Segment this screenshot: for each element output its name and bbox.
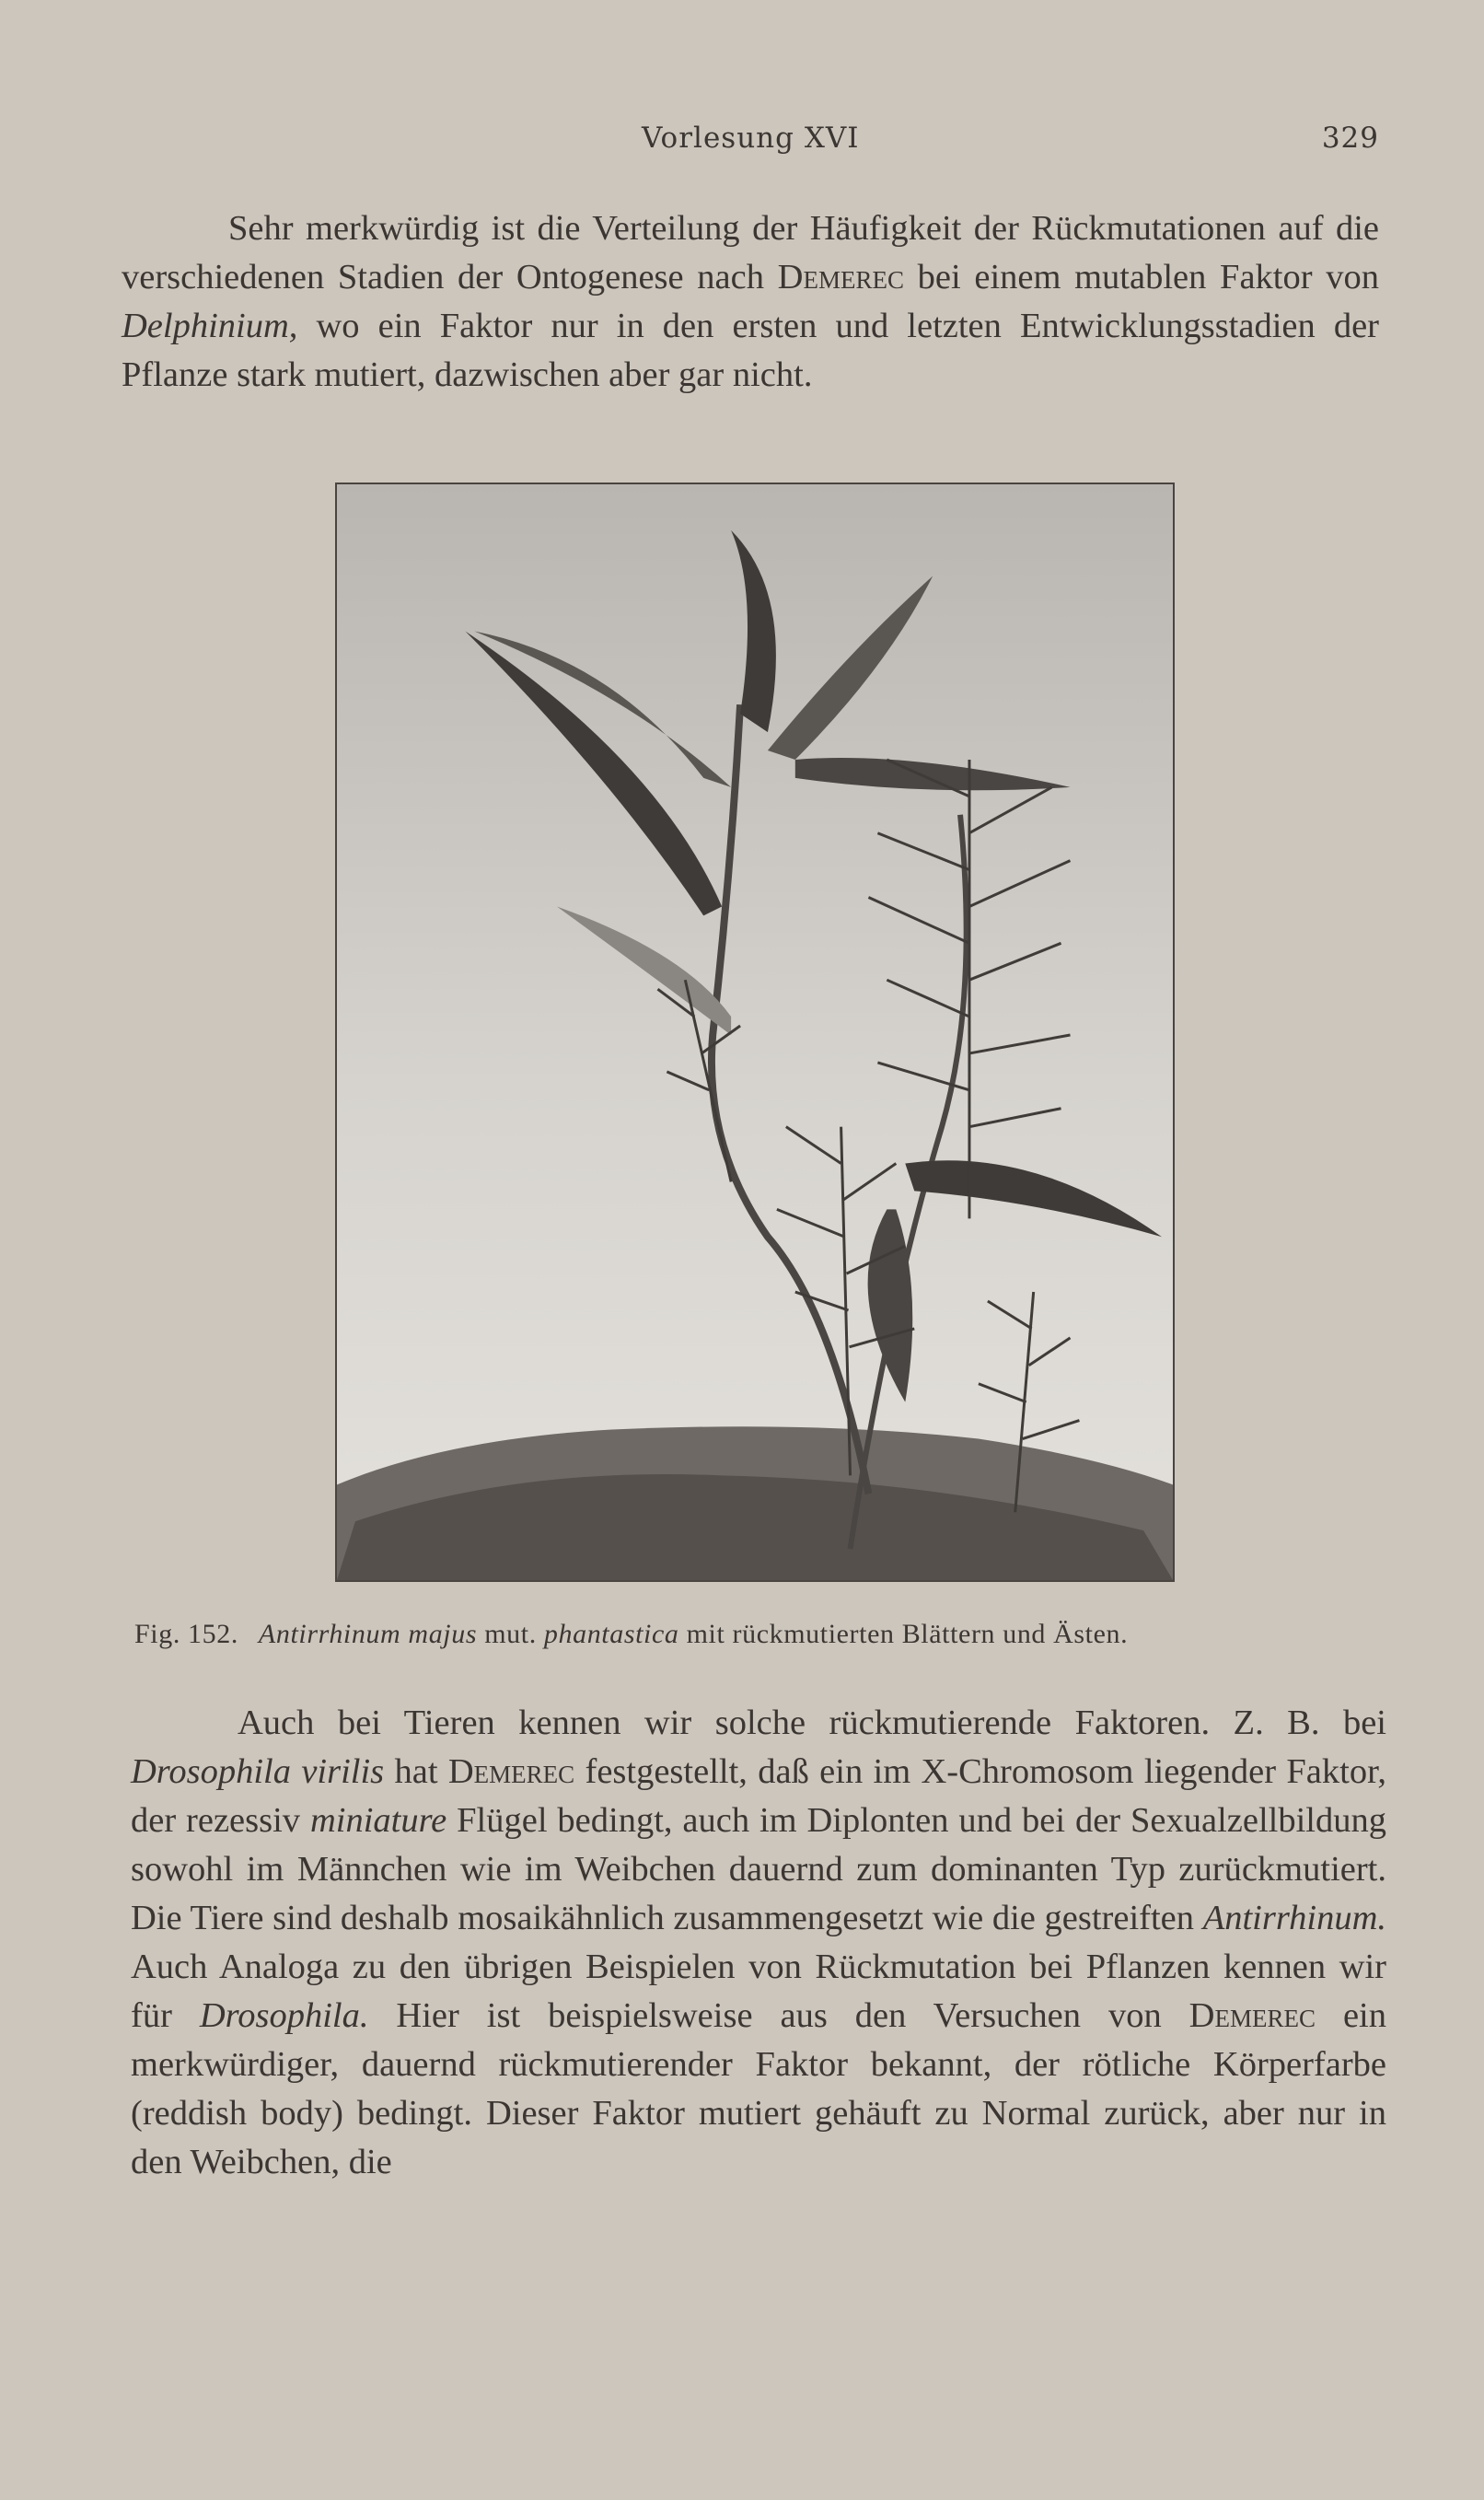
text: Auch Analoga zu den übrigen Beispielen von Rückmutation bei Pflanzen kennen wir für [131, 1948, 1386, 2035]
text: Sehr merkwürdig ist die Verteilung der Häufigkeit der Rückmutationen auf die verschiedenen Stadien der Ontogenese nach [122, 209, 1379, 297]
text: ein merkwürdiger, dauernd rückmutierender Faktor bekannt, der rötliche Körperfarbe (reddish body) bedingt. Dieser Faktor mutiert gehäuft zu Normal zurück, aber nur in den Weibchen, die [131, 1996, 1386, 2181]
paragraph-1 [122, 204, 1379, 400]
text: Hier ist beispielsweise aus den Versuchen von [368, 1996, 1189, 2035]
figure-label: Fig. 152. [134, 1619, 238, 1649]
mut-abbrev: mut. [484, 1619, 537, 1649]
text: Auch bei Tieren kennen wir solche rückmutierende Faktoren. Z. B. bei [238, 1703, 1386, 1742]
species-name: Antirrhinum majus [258, 1619, 478, 1649]
species-name: Drosophila virilis [131, 1752, 385, 1791]
text: wo ein Faktor nur in den ersten und letzten Entwicklungsstadien der Pflanze stark mutiert, dazwischen aber gar nicht. [122, 307, 1379, 394]
genus-name: Antirrhinum. [1202, 1899, 1386, 1937]
text: hat [384, 1752, 448, 1791]
text: bei einem mutablen Faktor von [903, 258, 1379, 297]
plant-photo-image [337, 484, 1173, 1580]
author-name: Demerec [447, 1752, 575, 1791]
text: festgestellt, daß ein im X-Chromosom liegender Faktor, der rezessiv [131, 1752, 1386, 1840]
figure-caption [134, 1619, 1386, 1650]
trait-name: miniature [309, 1801, 447, 1840]
variety-name: phantastica [543, 1619, 679, 1649]
author-name: Demerec [1188, 1996, 1316, 2035]
running-header [122, 122, 1379, 168]
page-number: 329 [1321, 122, 1379, 155]
genus-name: Delphinium, [122, 307, 298, 345]
genus-name: Drosophila. [199, 1996, 369, 2035]
text: Flügel bedingt, auch im Diplonten und bei der Sexualzellbildung sowohl im Männchen wie im Weibchen dauernd zum dominanten Typ zurückmutiert. Die Tiere sind deshalb mosaikähnlich zusammengesetzt wie die gestreiften [131, 1801, 1386, 1937]
author-name: Demerec [777, 258, 904, 297]
paragraph-2 [131, 1699, 1386, 2187]
caption-text: mit rückmutierten Blättern und Ästen. [686, 1619, 1129, 1649]
figure-photograph [335, 483, 1175, 1582]
running-title: Vorlesung XVI [642, 122, 860, 155]
